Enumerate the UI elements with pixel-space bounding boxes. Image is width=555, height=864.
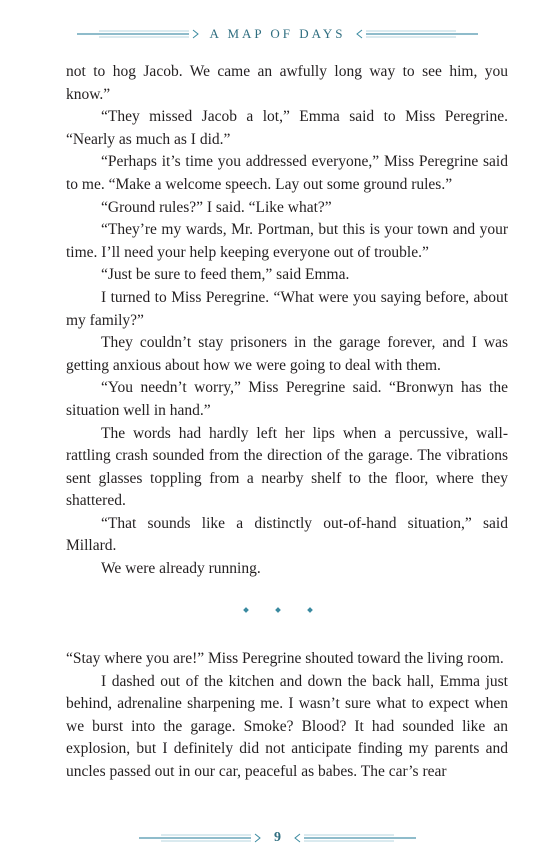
- paragraph: They couldn’t stay prisoners in the garage forever, and I was getting anxious about how we were going to deal with them.: [66, 334, 508, 374]
- page-footer: [0, 826, 555, 850]
- paragraph: I dashed out of the kitchen and down the back hall, Emma just behind, adrenaline sharpening me. I wasn’t sure what to expect when we burst into the garage. Smoke? Blood? It had sounded like an explosion, but I definitely did not anticipate finding my parents and uncles passed out in our car, peaceful as babes. The car’s rear: [66, 672, 508, 780]
- paragraph: “You needn’t worry,” Miss Peregrine said. “Bronwyn has the situation well in hand.”: [66, 379, 508, 419]
- header-right-ornament: [353, 28, 478, 40]
- footer-left-ornament: [139, 832, 264, 844]
- diamond-icon: [307, 607, 313, 613]
- paragraph: “Stay where you are!” Miss Peregrine shouted toward the living room.: [66, 650, 504, 667]
- paragraph: “Just be sure to feed them,” said Emma.: [101, 266, 350, 284]
- paragraph: “They’re my wards, Mr. Portman, but this is your town and your time. I’ll need your help keeping everyone out of trouble.”: [66, 221, 508, 261]
- running-header-title: A MAP OF DAYS: [209, 26, 346, 41]
- paragraph: The words had hardly left her lips when a percussive, wall-rattling crash sounded from the direction of the garage. The vibrations sent glasses toppling from a nearby shelf to the floor, where they shattered.: [66, 424, 508, 510]
- paragraph: We were already running.: [101, 560, 261, 578]
- diamond-icon: [275, 607, 281, 613]
- paragraph: “Ground rules?” I said. “Like what?”: [101, 198, 332, 216]
- paragraph: “That sounds like a distinctly out-of-hand situation,” said Millard.: [66, 514, 508, 555]
- body-text-section-1: [66, 61, 508, 581]
- header-left-ornament: [77, 28, 202, 40]
- page-number: 9: [274, 830, 281, 845]
- paragraph: “Perhaps it’s time you addressed everyone,” Miss Peregrine said to me. “Make a welcome speech. Lay out some ground rules.”: [66, 153, 508, 193]
- paragraph: “They missed Jacob a lot,” Emma said to Miss Peregrine. “Nearly as much as I did.”: [66, 108, 508, 148]
- paragraph: not to hog Jacob. We came an awfully long way to see him, you know.”: [66, 63, 508, 103]
- paragraph: I turned to Miss Peregrine. “What were you saying before, about my family?”: [66, 288, 508, 329]
- body-text-section-2: [66, 648, 508, 784]
- running-header: [0, 22, 555, 46]
- diamond-icon: [243, 607, 249, 613]
- section-break-ornament: [0, 602, 555, 618]
- footer-right-ornament: [291, 832, 416, 844]
